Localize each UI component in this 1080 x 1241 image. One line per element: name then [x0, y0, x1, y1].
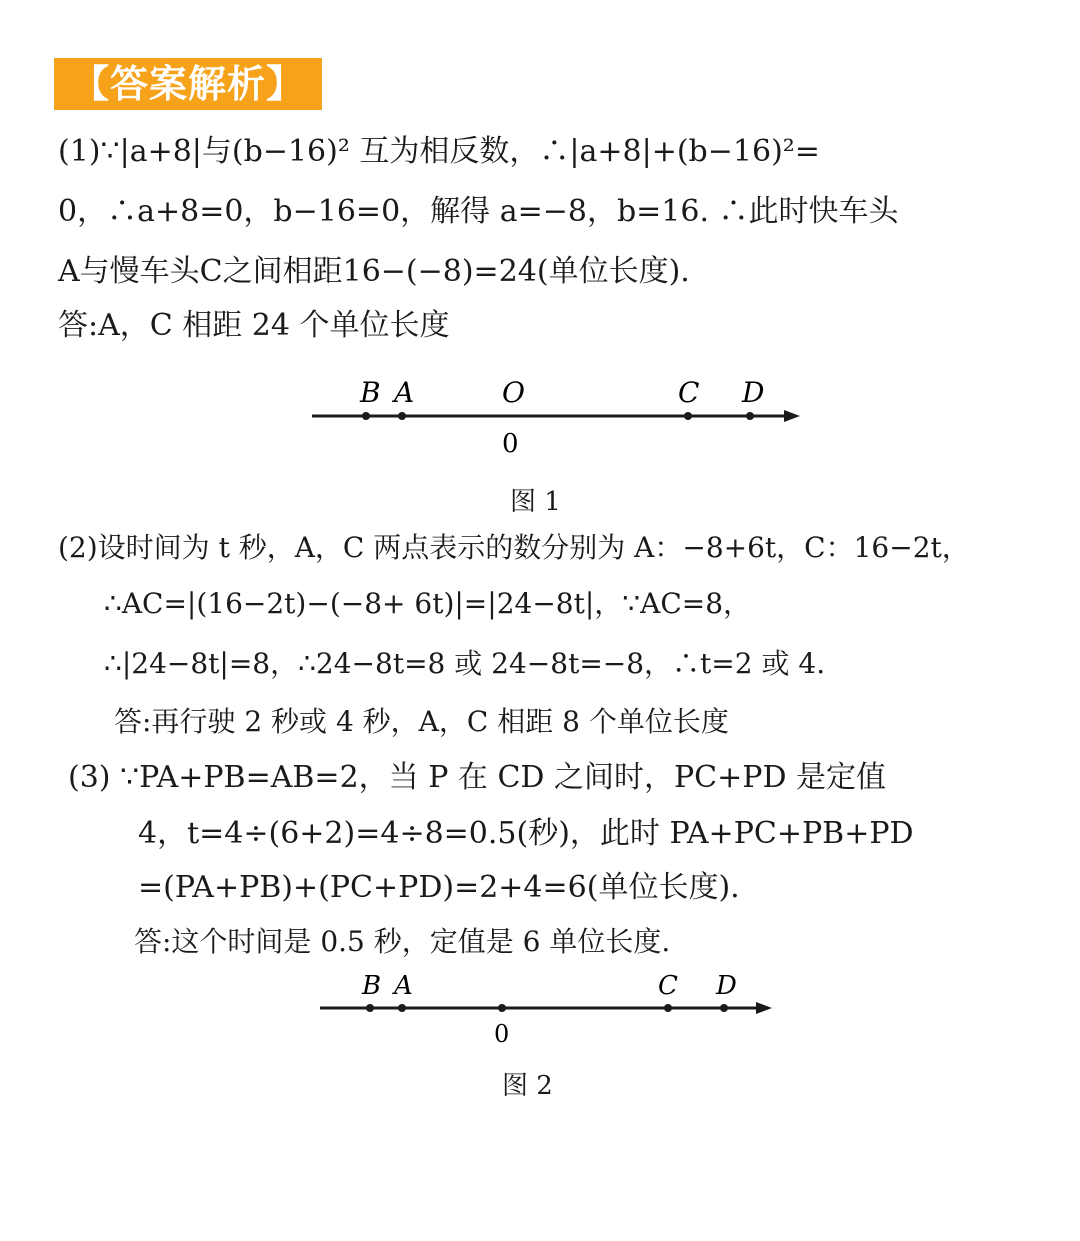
arrow-right-icon — [756, 1002, 772, 1014]
point-O-label: O — [502, 376, 525, 409]
number-line-figure-2 — [310, 966, 790, 1056]
point-C-label: C — [658, 971, 678, 1001]
point-C-dot — [684, 412, 692, 420]
part3-answer: 答:这个时间是 0.5 秒，定值是 6 单位长度. — [134, 925, 671, 958]
point-D-dot — [746, 412, 754, 420]
point-D-label: D — [716, 971, 737, 1001]
part1-line1: (1)∵|a+8|与(b−16)² 互为相反数，∴|a+8|+(b−16)²= — [58, 134, 820, 169]
point-A-label: A — [394, 971, 413, 1001]
point-A-dot — [398, 1004, 406, 1012]
part1-line2: 0，∴a+8=0，b−16=0，解得 a=−8，b=16. ∴此时快车头 — [58, 194, 899, 229]
part1-answer: 答:A，C 相距 24 个单位长度 — [58, 308, 450, 343]
part3-line3: =(PA+PB)+(PC+PD)=2+4=6(单位长度). — [138, 870, 740, 905]
point-B-label: B — [362, 971, 382, 1001]
section-header-badge: 【答案解析】 — [54, 58, 322, 110]
point-A-label: A — [394, 376, 415, 409]
origin-zero-label: 0 — [494, 1020, 510, 1048]
number-line-figure-1 — [300, 370, 820, 480]
point-D-label: D — [742, 376, 765, 409]
point-B-dot — [366, 1004, 374, 1012]
point-C-dot — [664, 1004, 672, 1012]
part3-line1: (3) ∵PA+PB=AB=2，当 P 在 CD 之间时，PC+PD 是定值 — [68, 760, 887, 795]
part2-line1: (2)设时间为 t 秒，A，C 两点表示的数分别为 A：−8+6t，C：16−2t， — [58, 531, 970, 564]
figure-2-caption: 图 2 — [502, 1071, 553, 1101]
origin-zero-label: 0 — [502, 429, 519, 459]
part2-line2: ∴AC=|(16−2t)−(−8+ 6t)|=|24−8t|，∵AC=8， — [104, 587, 752, 620]
part2-line3: ∴|24−8t|=8，∴24−8t=8 或 24−8t=−8，∴t=2 或 4. — [104, 647, 826, 680]
point-D-dot — [720, 1004, 728, 1012]
point-B-label: B — [360, 376, 381, 409]
arrow-right-icon — [784, 410, 800, 422]
part3-line2: 4，t=4÷(6+2)=4÷8=0.5(秒)，此时 PA+PC+PB+PD — [138, 816, 914, 851]
origin-dot — [498, 1004, 506, 1012]
figure-1-caption: 图 1 — [510, 487, 561, 517]
point-A-dot — [398, 412, 406, 420]
part1-line3: A与慢车头C之间相距16−(−8)=24(单位长度). — [58, 254, 690, 289]
part2-answer: 答:再行驶 2 秒或 4 秒，A，C 相距 8 个单位长度 — [114, 705, 729, 738]
point-B-dot — [362, 412, 370, 420]
point-C-label: C — [678, 376, 700, 409]
